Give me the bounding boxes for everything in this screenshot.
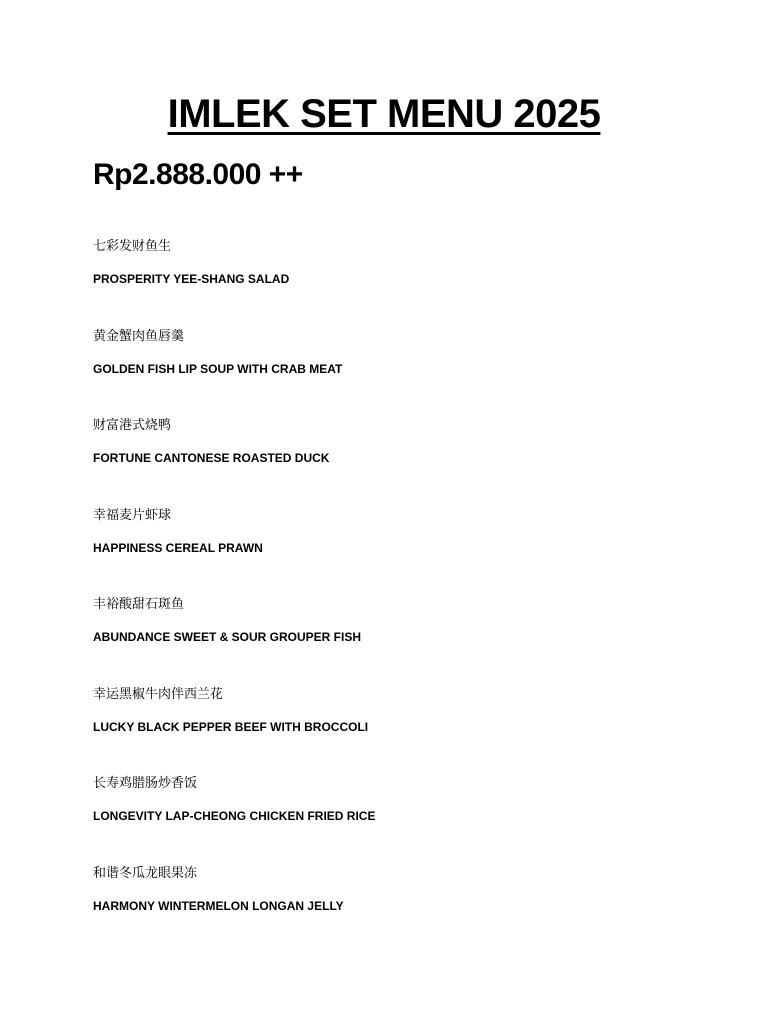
menu-item-english-name: ABUNDANCE SWEET & SOUR GROUPER FISH [93, 630, 362, 644]
menu-item-english-name: LONGEVITY LAP-CHEONG CHICKEN FRIED RICE [93, 809, 376, 823]
menu-item-english-name: LUCKY BLACK PEPPER BEEF WITH BROCCOLI [93, 719, 369, 734]
menu-list [93, 236, 733, 952]
menu-item [93, 505, 733, 595]
menu-item-chinese-name: 黄金蟹肉鱼唇羹 [93, 328, 185, 344]
menu-item [93, 594, 733, 684]
menu-item [93, 415, 733, 505]
menu-item-chinese-name: 幸运黑椒牛肉伴西兰花 [93, 686, 224, 702]
menu-item-chinese-name: 和谐冬瓜龙眼果冻 [93, 865, 198, 881]
menu-item-english-name: PROSPERITY YEE-SHANG SALAD [93, 272, 290, 286]
menu-item-chinese-name: 七彩发财鱼生 [93, 239, 172, 254]
menu-item-english-name: HARMONY WINTERMELON LONGAN JELLY [93, 898, 344, 913]
menu-item-chinese-name: 财富港式烧鸭 [93, 418, 172, 433]
page-title [0, 88, 768, 140]
menu-item-chinese-name: 长寿鸡腊肠炒香饭 [93, 776, 198, 791]
menu-item [93, 236, 733, 326]
menu-item-english-name: FORTUNE CANTONESE ROASTED DUCK [93, 451, 330, 465]
menu-item [93, 684, 733, 774]
menu-item-chinese-name: 幸福麦片虾球 [93, 507, 172, 523]
menu-item [93, 863, 733, 953]
menu-item-english-name: GOLDEN FISH LIP SOUP WITH CRAB MEAT [93, 361, 343, 376]
menu-item [93, 326, 733, 416]
menu-item-english-name: HAPPINESS CEREAL PRAWN [93, 540, 263, 555]
menu-item [93, 773, 733, 863]
set-menu-price: Rp2.888.000 ++ [93, 158, 303, 191]
page-title-text: IMLEK SET MENU 2025 [167, 92, 601, 136]
menu-item-chinese-name: 丰裕酸甜石斑鱼 [93, 597, 185, 612]
